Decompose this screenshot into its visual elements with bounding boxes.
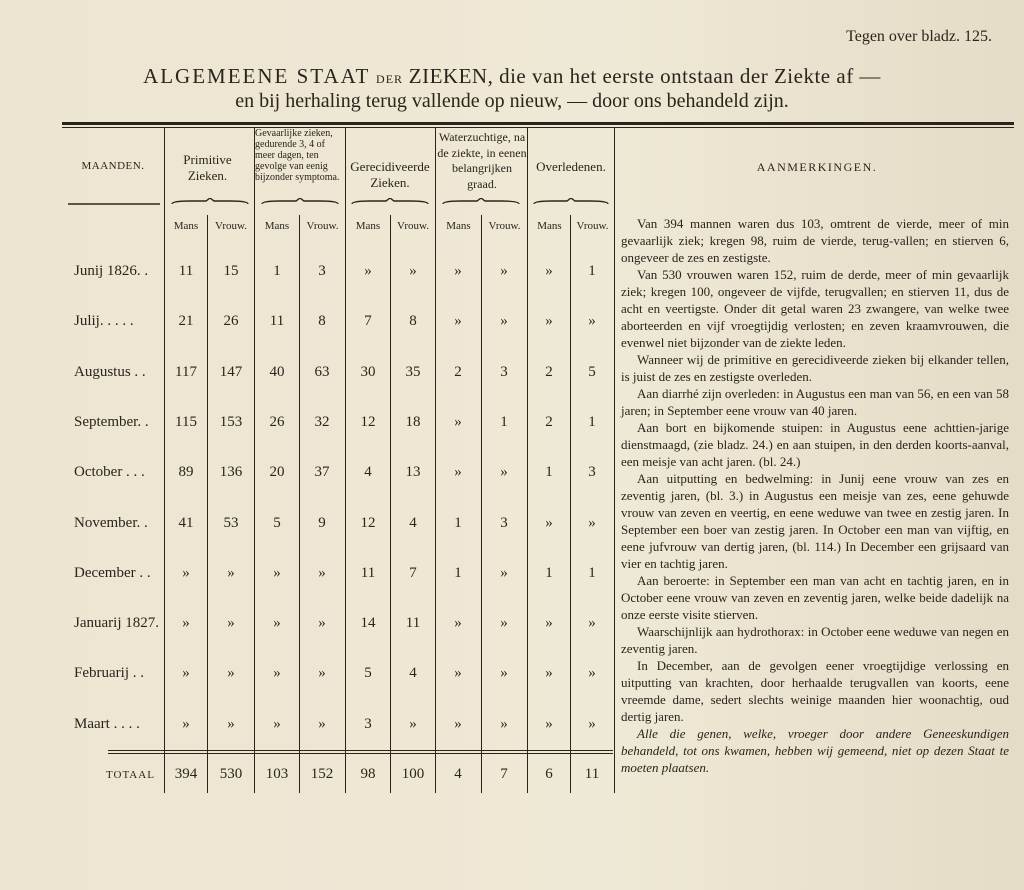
table-cell: 63 <box>314 364 330 380</box>
table-cell: » <box>545 263 553 279</box>
month-label: Augustus . . <box>74 364 146 380</box>
table-cell: » <box>454 313 462 329</box>
table-cell: » <box>454 414 462 430</box>
table-cell: » <box>273 716 281 732</box>
table-cell: 4 <box>409 665 417 681</box>
table-cell: 8 <box>409 313 417 329</box>
total-cell: 152 <box>310 766 334 782</box>
subheader-vrouw: Vrouw. <box>397 220 429 232</box>
table-cell: 89 <box>178 464 194 480</box>
total-cell: 11 <box>584 766 600 782</box>
header-gerecidiveerde: Gerecidiveerde Zieken. <box>350 159 430 190</box>
table-cell: 11 <box>405 615 421 631</box>
brace-overledenen <box>532 198 610 206</box>
table-cell: 41 <box>178 515 194 531</box>
brace-gevaarlijke <box>260 198 340 206</box>
table-cell: 1 <box>588 565 596 581</box>
table-cell: » <box>318 615 326 631</box>
table-cell: 8 <box>318 313 326 329</box>
table-cell: » <box>409 263 417 279</box>
table-cell: 136 <box>219 464 243 480</box>
title-line-2: en bij herhaling terug vallende op nieuw, — door ons behandeld zijn. <box>235 90 789 112</box>
table-cell: 11 <box>360 565 376 581</box>
note-paragraph: Van 530 vrouwen waren 152, ruim de derde, meer of min gevaarlijk ziek; kregen 100, ongeveer de vijfde, terugvallen; en stierven 11, dus de acht en veertigste. Onder dit getal waren 23 zwangere, van welke twee aborteerden en vijf vroegtijdig verlosten; en zeven kraamvrouwen, die evenwel niet bijzonder van de ziekte leden. <box>621 267 1009 350</box>
table-cell: 1 <box>588 263 596 279</box>
total-rule <box>108 753 613 754</box>
column-divider <box>345 128 346 793</box>
table-cell: 53 <box>223 515 239 531</box>
title-line-1 <box>0 64 1024 89</box>
page-reference: Tegen over bladz. 125. <box>846 28 992 45</box>
table-cell: 1 <box>273 263 281 279</box>
top-rule-thick <box>62 122 1014 125</box>
table-cell: 3 <box>500 364 508 380</box>
table-cell: » <box>500 313 508 329</box>
table-cell: 11 <box>269 313 285 329</box>
table-cell: 26 <box>269 414 285 430</box>
table-cell: » <box>545 665 553 681</box>
note-paragraph: In December, aan de gevolgen eener vroegtijdige verlossing en uitputting van krachten, door herhaalde terugvallen van koorts, eene vreemde dame, sedert slechts weinige maanden hier woonachtig, oud dertig jaren. <box>621 658 1009 724</box>
total-cell: 100 <box>401 766 425 782</box>
table-cell: » <box>588 515 596 531</box>
total-cell: 394 <box>174 766 198 782</box>
total-cell: 103 <box>265 766 289 782</box>
table-cell: » <box>182 665 190 681</box>
column-divider <box>570 215 571 793</box>
table-cell: » <box>545 615 553 631</box>
table-cell: » <box>318 565 326 581</box>
column-divider <box>299 215 300 793</box>
table-cell: » <box>588 313 596 329</box>
table-cell: 5 <box>273 515 281 531</box>
table-cell: » <box>588 615 596 631</box>
brace-waterzuchtige <box>441 198 521 206</box>
subheader-vrouw: Vrouw. <box>215 220 247 232</box>
table-cell: 13 <box>405 464 421 480</box>
table-cell: 3 <box>318 263 326 279</box>
table-cell: 2 <box>454 364 462 380</box>
total-cell: 98 <box>360 766 376 782</box>
table-cell: 9 <box>318 515 326 531</box>
table-cell: 4 <box>409 515 417 531</box>
note-paragraph: Aan beroerte: in September een man van acht en tachtig jaren, en in October eene vrouw van zeven en zeventig jaren, welke beide dadelijk na onze eerste visite stierven. <box>621 573 1009 622</box>
table-cell: 1 <box>588 414 596 430</box>
subheader-vrouw: Vrouw. <box>576 220 609 232</box>
table-cell: 1 <box>454 515 462 531</box>
table-cell: » <box>454 716 462 732</box>
header-primitive: Primitive Zieken. <box>183 152 232 183</box>
table-cell: 14 <box>360 615 376 631</box>
header-waterzuchtige: Waterzuchtige, na de ziekte, in eenen belangrijken graad. <box>437 130 527 191</box>
column-divider <box>614 128 615 793</box>
total-cell: 530 <box>219 766 243 782</box>
table-cell: 3 <box>588 464 596 480</box>
table-cell: » <box>273 615 281 631</box>
table-cell: » <box>227 615 235 631</box>
month-label: Februarij . . <box>74 665 144 681</box>
table-cell: » <box>500 565 508 581</box>
table-cell: » <box>588 665 596 681</box>
subheader-vrouw: Vrouw. <box>488 220 521 232</box>
table-cell: » <box>227 716 235 732</box>
total-rule <box>108 750 613 751</box>
table-cell: 2 <box>545 364 553 380</box>
table-cell: 12 <box>360 515 376 531</box>
table-cell: » <box>182 615 190 631</box>
title-part-3: ZIEKEN, die van het eerste ontstaan der Ziekte af — <box>408 64 881 88</box>
column-divider <box>481 215 482 793</box>
table-cell: » <box>318 665 326 681</box>
subheader-mans: Mans <box>355 220 381 232</box>
table-cell: » <box>545 515 553 531</box>
table-cell: » <box>454 464 462 480</box>
table-cell: » <box>500 615 508 631</box>
title-part-2: DER <box>376 72 404 86</box>
table-cell: » <box>454 615 462 631</box>
table-cell: 115 <box>175 414 197 430</box>
month-label: Junij 1826. . <box>74 263 149 279</box>
table-cell: 1 <box>545 464 553 480</box>
aanmerkingen-notes <box>621 215 1009 776</box>
table-cell: 20 <box>269 464 285 480</box>
table-cell: 3 <box>500 515 508 531</box>
title-part-1: ALGEMEENE STAAT <box>143 64 371 88</box>
table-cell: » <box>454 263 462 279</box>
table-cell: » <box>454 665 462 681</box>
table-cell: » <box>409 716 417 732</box>
table-cell: 2 <box>545 414 553 430</box>
table-cell: 7 <box>409 565 417 581</box>
table-cell: 7 <box>364 313 372 329</box>
column-divider <box>254 128 255 793</box>
table-cell: » <box>500 464 508 480</box>
month-label: October . . . <box>74 464 145 480</box>
table-cell: » <box>500 665 508 681</box>
table-cell: 21 <box>178 313 194 329</box>
table-cell: 1 <box>500 414 508 430</box>
month-label: Julij. . . . . <box>74 313 134 329</box>
table-cell: » <box>318 716 326 732</box>
table-cell: 40 <box>269 364 285 380</box>
header-gevaarlijke: Gevaarlijke zieken, gedurende 3, 4 of meer dagen, ten gevolge van eenig bijzonder symptoma. <box>255 128 340 183</box>
header-aanmerkingen: AANMERKINGEN. <box>756 160 878 174</box>
table-cell: 30 <box>360 364 376 380</box>
month-label: September. . <box>74 414 149 430</box>
total-cell: 6 <box>545 766 553 782</box>
subheader-mans: Mans <box>446 220 471 232</box>
table-cell: 37 <box>314 464 330 480</box>
table-cell: » <box>182 716 190 732</box>
brace-primitive <box>170 198 250 206</box>
table-cell: » <box>273 665 281 681</box>
column-divider <box>390 215 391 793</box>
total-label: TOTAAL <box>106 769 155 781</box>
table-cell: 5 <box>364 665 372 681</box>
table-cell: 18 <box>405 414 421 430</box>
top-rule-thin <box>62 127 1014 128</box>
month-label: Maart . . . . <box>74 716 140 732</box>
table-cell: » <box>500 716 508 732</box>
note-paragraph: Aan uitputting en bedwelming: in Junij eene vrouw van zes en zeventig jaren, (bl. 3.) in Augustus een meisje van zes, eene gehuwde vrouw van zeven en veertig, en eene weduwe van twee en zestig jaren. In September een boer van zestig jaren. In October een man van vijftig, en eene jufvrouw van dertig jaren, (bl. 114.) In December een grijsaard van vier en tachtig jaren. <box>621 471 1009 571</box>
total-cell: 7 <box>500 766 508 782</box>
brace-maanden <box>66 198 162 206</box>
subheader-vrouw: Vrouw. <box>306 220 339 232</box>
month-label: December . . <box>74 565 151 581</box>
note-paragraph: Aan bort en bijkomende stuipen: in Augustus eene achttien-jarige dienstmaagd, (zie bladz. 24.) en aan stuipen, in den derden koorts-aanval, een meisje van acht jaren. (bl. 24.) <box>621 420 1009 469</box>
subheader-mans: Mans <box>173 220 199 232</box>
brace-gerecidiveerde <box>350 198 430 206</box>
table-cell: » <box>227 665 235 681</box>
total-cell: 4 <box>454 766 462 782</box>
table-cell: 1 <box>545 565 553 581</box>
column-divider <box>207 215 208 793</box>
table-cell: 12 <box>360 414 376 430</box>
column-divider <box>527 128 528 793</box>
table-cell: » <box>500 263 508 279</box>
table-cell: » <box>227 565 235 581</box>
column-divider <box>435 128 436 793</box>
table-cell: 4 <box>364 464 372 480</box>
table-cell: 26 <box>223 313 239 329</box>
table-cell: 147 <box>219 364 243 380</box>
table-cell: » <box>273 565 281 581</box>
table-cell: 5 <box>588 364 596 380</box>
note-paragraph: Van 394 mannen waren dus 103, omtrent de vierde, meer of min gevaarlijk ziek; kregen 98, ruim de vierde, terug-vallen; en stierven 6, ongeveer de zes en zestigste. <box>621 216 1009 265</box>
table-cell: 117 <box>175 364 197 380</box>
table-cell: 1 <box>454 565 462 581</box>
header-overledenen: Overledenen. <box>536 159 606 174</box>
subheader-mans: Mans <box>264 220 290 232</box>
table-cell: » <box>545 313 553 329</box>
table-cell: » <box>182 565 190 581</box>
table-cell: 11 <box>178 263 194 279</box>
table-cell: 3 <box>364 716 372 732</box>
table-cell: 15 <box>223 263 239 279</box>
table-cell: » <box>364 263 372 279</box>
column-divider <box>164 128 165 793</box>
month-label: November. . <box>74 515 148 531</box>
note-paragraph: Wanneer wij de primitive en gerecidiveerde zieken bij elkander tellen, is juist de zes en zestigste overleden. <box>621 352 1009 384</box>
table-cell: 153 <box>219 414 243 430</box>
note-paragraph: Alle die genen, welke, vroeger door andere Geneeskundigen behandeld, tot ons kwamen, hebben wij gemeend, niet op dezen Staat te moeten plaatsen. <box>621 726 1009 775</box>
table-cell: 35 <box>405 364 421 380</box>
table-cell: 32 <box>314 414 330 430</box>
table-cell: » <box>545 716 553 732</box>
subheader-mans: Mans <box>537 220 562 232</box>
note-paragraph: Aan diarrhé zijn overleden: in Augustus een man van 56, en een van 58 jaren; in September eene vrouw van 40 jaren. <box>621 386 1009 418</box>
month-label: Januarij 1827. <box>74 615 159 631</box>
table-cell: » <box>588 716 596 732</box>
note-paragraph: Waarschijnlijk aan hydrothorax: in October eene weduwe van negen en zeventig jaren. <box>621 624 1009 656</box>
header-maanden: MAANDEN. <box>81 160 145 172</box>
